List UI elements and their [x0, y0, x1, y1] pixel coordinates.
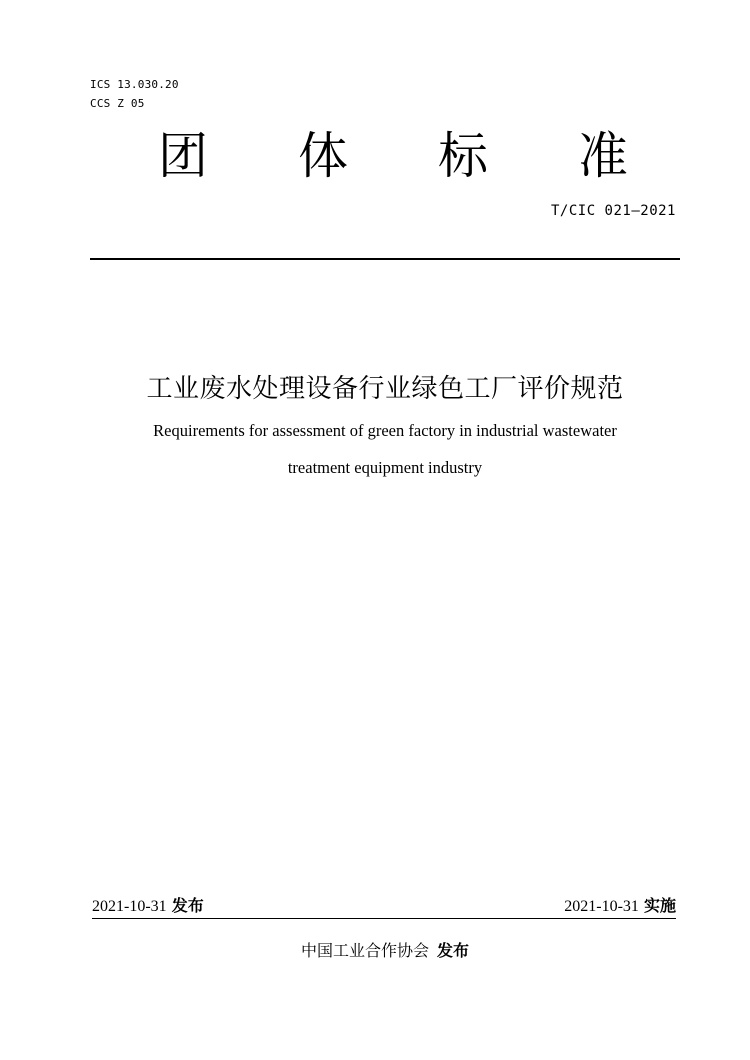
ics-code: ICS 13.030.20: [90, 78, 179, 91]
publish-date: 2021-10-31: [92, 898, 167, 915]
title-char: 标: [438, 127, 488, 185]
implement-date: 2021-10-31: [564, 898, 639, 915]
header-divider: [90, 258, 680, 260]
english-title-line-1: Requirements for assessment of green factory in industrial wastewater: [153, 421, 617, 440]
publisher-organization: 中国工业合作协会: [300, 941, 429, 960]
title-char: 准: [578, 127, 628, 185]
implement-date-block: [564, 896, 676, 917]
publisher: [0, 940, 750, 962]
standard-code: T/CIC 021—2021: [550, 203, 676, 219]
publish-date-block: [92, 896, 204, 917]
title-char: 体: [298, 127, 348, 185]
title-char: 团: [158, 127, 208, 185]
publisher-label: 发布: [437, 941, 470, 960]
ccs-code: CCS Z 05: [90, 97, 145, 110]
english-title-line-2: treatment equipment industry: [287, 458, 483, 477]
publish-label: 发布: [171, 896, 204, 915]
document-type-title: [158, 126, 628, 186]
chinese-title: 工业废水处理设备行业绿色工厂评价规范: [146, 374, 624, 404]
date-row: [92, 896, 676, 919]
implement-label: 实施: [643, 896, 676, 915]
